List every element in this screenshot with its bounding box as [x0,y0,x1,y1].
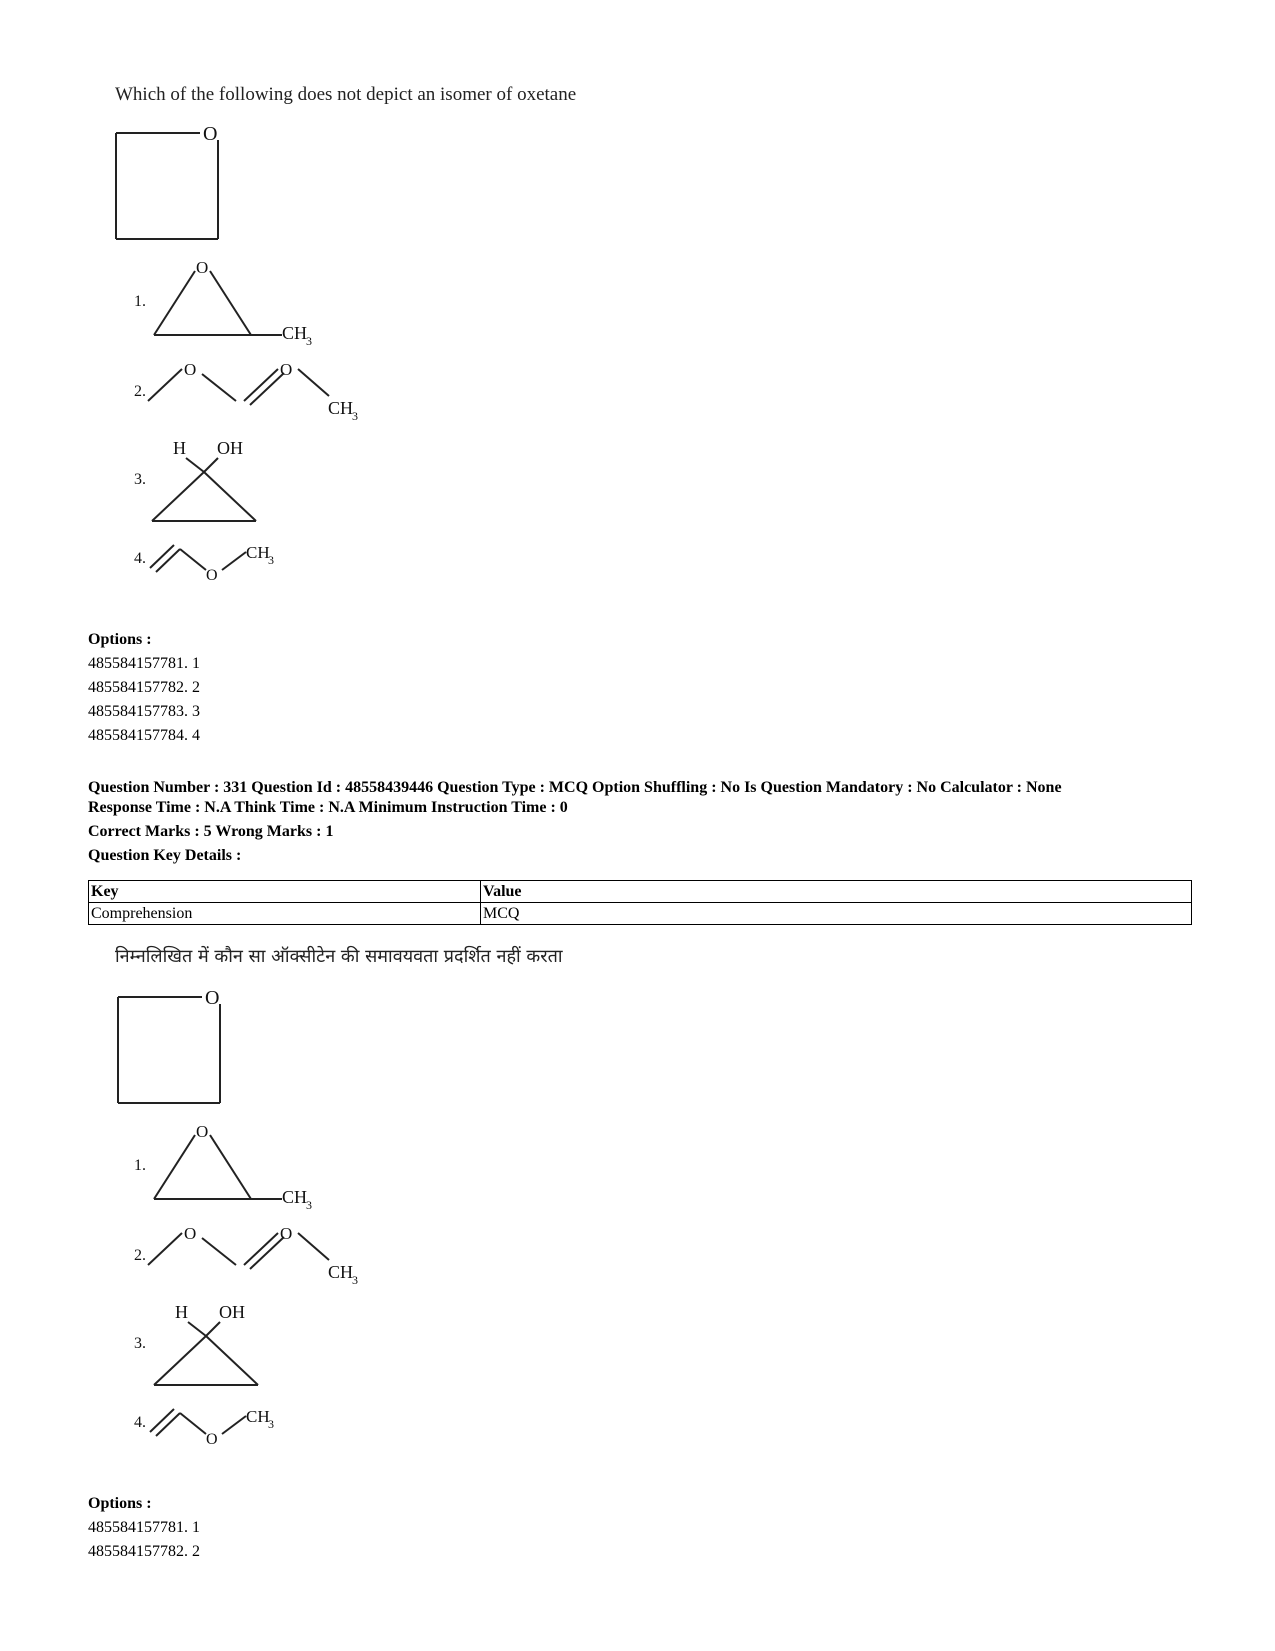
question-text-english: Which of the following does not depict an isomer of oxetane [115,84,577,105]
option-3-number: 3. [134,1335,146,1352]
option-4-ch3-label: CH [246,543,270,562]
option-2-o1-label: O [184,360,197,379]
option-1-ch3-sub: 3 [306,1198,312,1212]
table-cell-value: MCQ [481,903,1192,925]
option-4-ch3-sub: 3 [268,553,274,567]
option-1-structure [154,271,282,335]
oxetane-o-label: O [203,123,218,145]
question-figure-1 [100,116,420,616]
question-figure-2 [100,980,420,1480]
option-1-ch3-label: CH [282,1187,308,1207]
question-key-heading: Question Key Details : [88,847,242,864]
option-4-o-label: O [206,1431,218,1448]
option-2-structure [148,1233,329,1269]
option-3-oh-label: OH [217,438,243,458]
option-1-o-label: O [196,258,209,277]
option-4-number: 4. [134,550,146,567]
options-heading: Options : [88,631,152,648]
option-1-ch3-label: CH [282,323,308,343]
question-key-table [88,880,1192,925]
table-header-row [89,881,1192,903]
option-2-o2-label: O [280,360,293,379]
oxetane-o-label: O [205,987,220,1009]
option-4-ch3-sub: 3 [268,1417,274,1431]
option-3-oh-label: OH [219,1302,245,1322]
option-4-number: 4. [134,1414,146,1431]
option-item: 485584157782. 2 [88,1543,200,1560]
option-item: 485584157784. 4 [88,727,200,744]
table-cell-key: Comprehension [89,903,481,925]
option-2-number: 2. [134,1247,146,1264]
option-2-ch3-label: CH [328,398,354,418]
table-row [89,903,1192,925]
option-2-ch3-sub: 3 [352,1273,358,1287]
option-2-number: 2. [134,383,146,400]
oxetane-structure [118,997,220,1103]
option-1-o-label: O [196,1122,209,1141]
option-2-ch3-label: CH [328,1262,354,1282]
option-4-o-label: O [206,567,218,584]
option-item: 485584157783. 3 [88,703,200,720]
option-3-number: 3. [134,471,146,488]
options-heading: Options : [88,1495,152,1512]
option-1-number: 1. [134,1157,146,1174]
option-item: 485584157781. 1 [88,1519,200,1536]
table-header-value: Value [481,881,1192,903]
option-2-ch3-sub: 3 [352,409,358,423]
option-3-h-label: H [175,1302,188,1322]
option-3-structure [154,1322,258,1385]
question-marks: Correct Marks : 5 Wrong Marks : 1 [88,823,334,840]
option-item: 485584157782. 2 [88,679,200,696]
option-1-ch3-sub: 3 [306,334,312,348]
option-4-structure [150,545,246,572]
option-2-o1-label: O [184,1224,197,1243]
option-1-number: 1. [134,293,146,310]
question-meta-line-1: Question Number : 331 Question Id : 48558439446 Question Type : MCQ Option Shuffling : No Is Question Mandatory : No Calculator : None [88,779,1062,796]
option-1-structure [154,1135,282,1199]
oxetane-structure [116,133,218,239]
option-2-o2-label: O [280,1224,293,1243]
table-header-key: Key [89,881,481,903]
option-3-structure [152,458,256,521]
question-text-hindi: निम्नलिखित में कौन सा ऑक्सीटेन की समावयवता प्रदर्शित नहीं करता [115,946,563,967]
option-2-structure [148,369,329,405]
option-3-h-label: H [173,438,186,458]
option-4-structure [150,1409,246,1436]
question-meta-line-2: Response Time : N.A Think Time : N.A Minimum Instruction Time : 0 [88,799,568,816]
option-item: 485584157781. 1 [88,655,200,672]
option-4-ch3-label: CH [246,1407,270,1426]
